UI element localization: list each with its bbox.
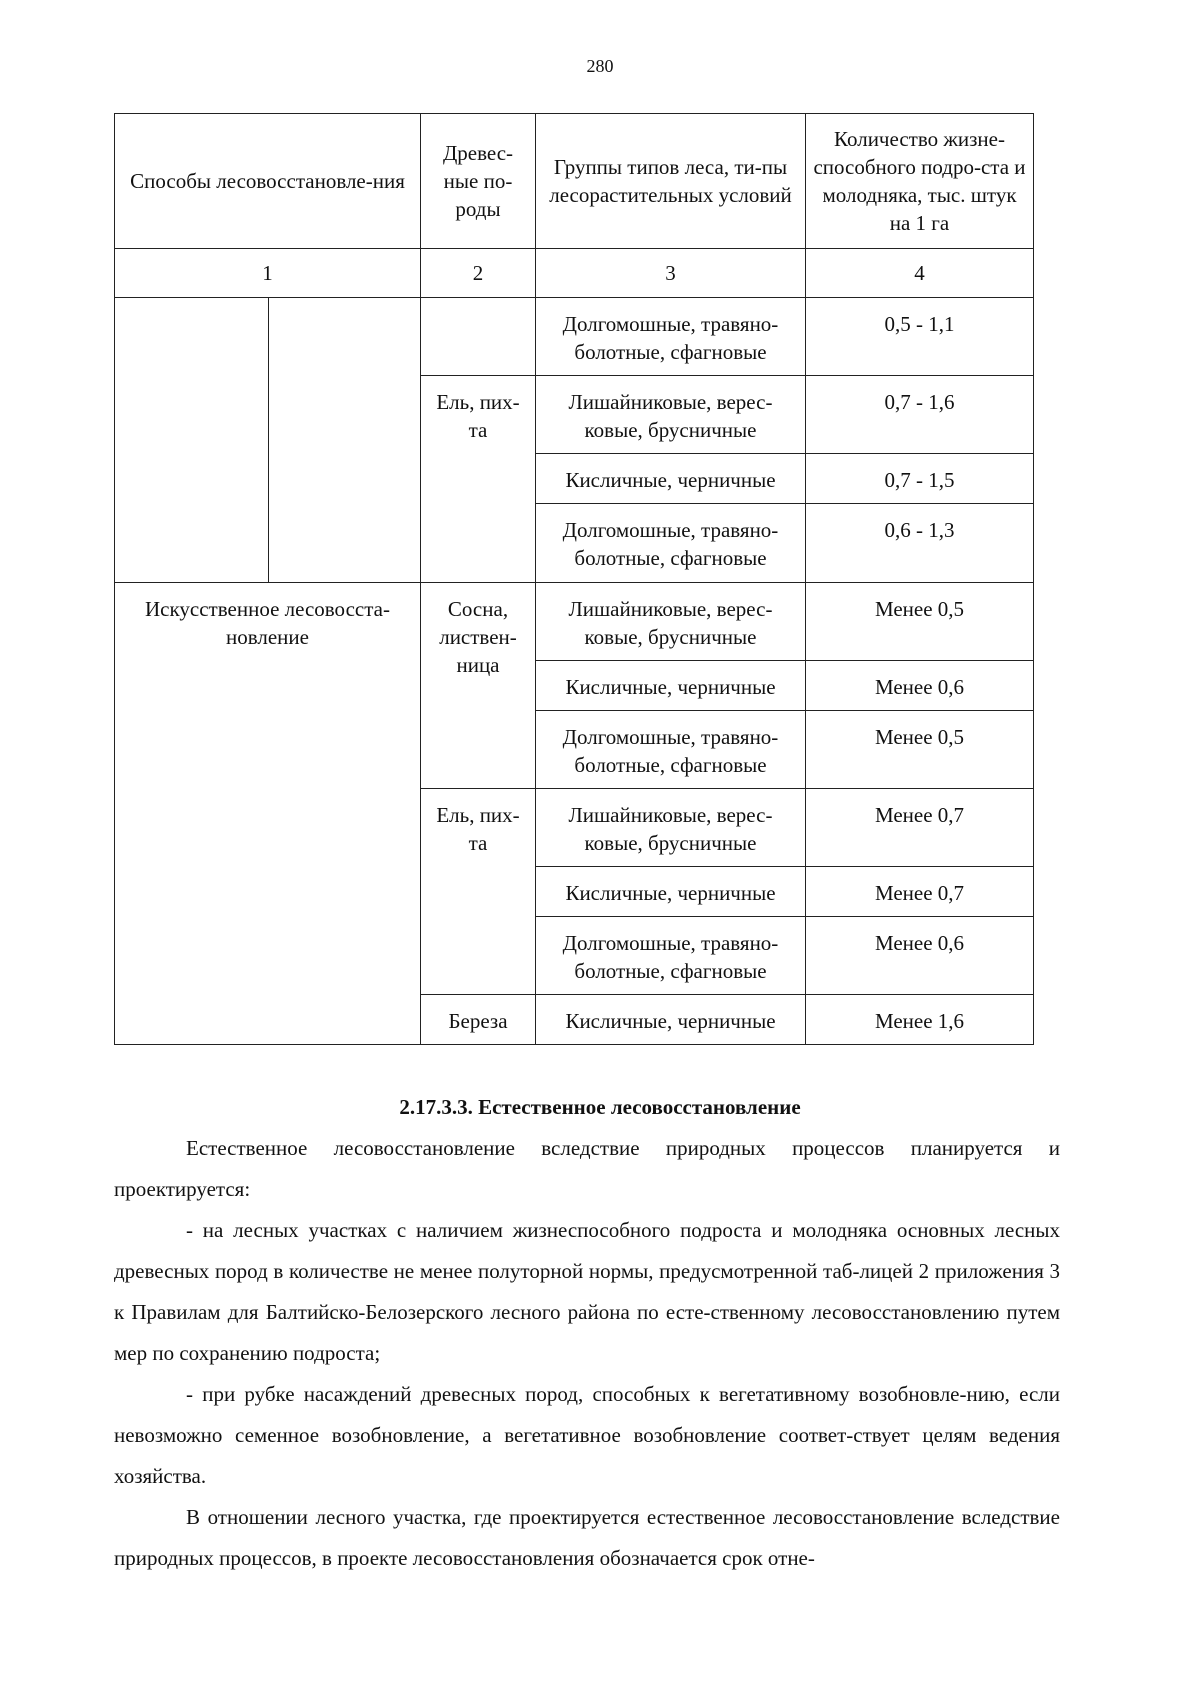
forest-type-cell: Кисличные, черничные [536,661,806,711]
species-blank [421,298,536,376]
species-spruce-fir-bottom: Ель, пих-та [421,789,536,995]
quantity-cell: 0,5 - 1,1 [806,298,1034,376]
column-number-1: 1 [115,249,421,298]
forest-regeneration-table [114,113,1034,1045]
quantity-cell: 0,6 - 1,3 [806,504,1034,583]
forest-type-cell: Долгомошные, травяно-болотные, сфагновые [536,504,806,583]
forest-type-cell: Долгомошные, травяно-болотные, сфагновые [536,917,806,995]
forest-type-cell: Кисличные, черничные [536,454,806,504]
forest-type-cell: Кисличные, черничные [536,867,806,917]
header-species: Древес-ные по-роды [421,114,536,249]
table-header-row [115,114,1034,249]
method-blank-left [115,298,269,583]
quantity-cell: Менее 0,6 [806,917,1034,995]
section-heading: 2.17.3.3. Естественное лесовосстановление [399,1095,801,1119]
header-methods: Способы лесовосстановле-ния [115,114,421,249]
column-number-2: 2 [421,249,536,298]
paragraph-closing: В отношении лесного участка, где проектируется естественное лесовосстановление вследствие природных процессов, в проекте лесовосстановления обозначается срок отне- [114,1505,1060,1570]
quantity-cell: Менее 1,6 [806,995,1034,1045]
column-number-4: 4 [806,249,1034,298]
table-row [115,298,1034,376]
forest-type-cell: Долгомошные, травяно-болотные, сфагновые [536,711,806,789]
paragraph-item-2: - при рубке насаждений древесных пород, способных к вегетативному возобновле-нию, если невозможно семенное возобновление, а вегетативное возобновление соответ-ствует целям ведения хозяйства. [114,1382,1060,1488]
header-forest-types: Группы типов леса, ти-пы лесорастительных условий [536,114,806,249]
quantity-cell: Менее 0,7 [806,867,1034,917]
species-pine-larch: Сосна, листвен-ница [421,583,536,789]
method-blank-right [269,298,421,583]
quantity-cell: Менее 0,5 [806,583,1034,661]
quantity-cell: 0,7 - 1,6 [806,376,1034,454]
column-number-3: 3 [536,249,806,298]
quantity-cell: Менее 0,7 [806,789,1034,867]
quantity-cell: Менее 0,6 [806,661,1034,711]
forest-type-cell: Лишайниковые, верес-ковые, брусничные [536,583,806,661]
species-spruce-fir-top: Ель, пих-та [421,376,536,583]
paragraph-item-1: - на лесных участках с наличием жизнеспособного подроста и молодняка основных лесных древесных пород в количестве не менее полуторной нормы, предусмотренной таб-лицей 2 приложения 3 к Правилам для Балтийско-Белозерского лесного района по есте-ственному лесовосстановлению путем мер по сохранению подроста; [114,1218,1060,1365]
paragraph-intro: Естественное лесовосстановление вследствие природных процессов планируется и проектируется: [114,1136,1060,1201]
table-row [115,583,1034,661]
forest-type-cell: Лишайниковые, верес-ковые, брусничные [536,376,806,454]
method-artificial: Искусственное лесовосста-новление [115,583,421,1045]
quantity-cell: Менее 0,5 [806,711,1034,789]
forest-type-cell: Долгомошные, травяно-болотные, сфагновые [536,298,806,376]
page-number: 280 [586,56,614,76]
forest-type-cell: Кисличные, черничные [536,995,806,1045]
quantity-cell: 0,7 - 1,5 [806,454,1034,504]
header-quantity: Количество жизне-способного подро-ста и молодняка, тыс. штук на 1 га [806,114,1034,249]
species-birch: Береза [421,995,536,1045]
forest-type-cell: Лишайниковые, верес-ковые, брусничные [536,789,806,867]
column-number-row [115,249,1034,298]
